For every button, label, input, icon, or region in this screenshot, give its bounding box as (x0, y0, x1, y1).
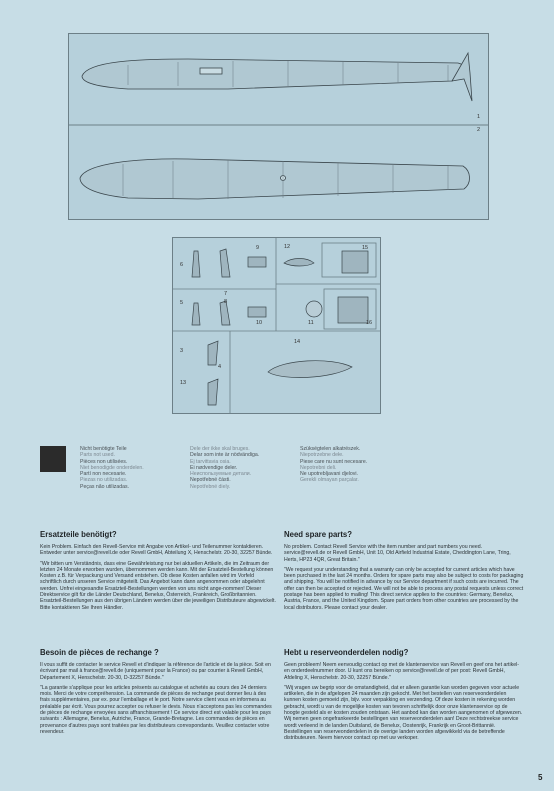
hull-half-part-2 (80, 159, 470, 199)
section-title: Hebt u reserveonderdelen nodig? (284, 648, 409, 657)
section-paragraph: Kein Problem. Einfach den Revell-Service mit Angabe von Artikel- und Teilenummer kontaktieren. Entweder unter service@revell.de oder Revell GmbH, Abteilung X, Henschelstr. 20-30, 32257 Bünde. (40, 544, 273, 557)
part-number-4: 4 (218, 364, 222, 370)
section-title: Need spare parts? (284, 530, 353, 539)
section-paragraph: No problem. Contact Revell Service with the item number and part numbers you need. service@revell.de or Revell GmbH, Unit 10, Old Airfield Industrial Estate, Cheddington Lane, Tring, Herts, HP23 4QR, Great Britain." (284, 544, 511, 563)
section-paragraph: Geen probleem! Neem eenvoudig contact op met de klantenservice van Revell en geef ons het artikel- en onderdeelnummer door. U kunt ons bereiken op service@revell.de of per post: Revell GmbH, Afdeling X, Henschelstr. 20-30, 32257 Bünde." (284, 662, 520, 681)
section-french (40, 648, 276, 739)
hull-half-part-1 (82, 53, 472, 101)
legend-column-1 (80, 446, 144, 490)
section-english (284, 530, 524, 615)
section-title: Ersatzteile benötigt? (40, 530, 117, 539)
legend-item: Nicht benötigte Teile (80, 446, 127, 452)
part-number-6: 6 (180, 262, 184, 268)
page-number: 5 (538, 773, 543, 782)
legend-column-2 (190, 446, 259, 490)
unused-parts-swatch (40, 446, 66, 472)
part-number-9: 9 (256, 245, 260, 251)
legend-item: Ej tarvittavia osia. (190, 458, 231, 465)
legend-item: Dele der ikke skal bruges. (190, 446, 250, 452)
legend-item: Szükségtelen alkatrészek. (300, 446, 361, 452)
legend-item: Partí non necesarie. (80, 471, 127, 478)
section-paragraph: "We request your understanding that a warranty can only be accepted for current articles which have been purchased in the last 24 months. Orders for spare parts may also be subject to costs for packaging and shipping. You will be notified in advance by our Service department if such costs are incurred. The offer can then be accepted or rejected. We will not be able to process any postal requests unless correct postage has been applied to mailing! This direct service applies to the countries: Germany, Benelux, Austria, France, and the United Kingdom. Spare part orders from other countries are processed by the local distributors. Please contact your dealer. (284, 566, 524, 611)
section-paragraph: Il vous suffit de contacter le service Revell et d'indiquer la référence de l'article et de la pièce. Soit en écrivant par mail à france@revell.de (uniquement pour la France) ou par courrier à Revell GmbH, Département X, Henschelstr. 20-30, D-32257 Bünde." (40, 662, 271, 681)
legend-item: Parts not used. (80, 452, 115, 459)
part-number-3: 3 (180, 348, 184, 354)
part-number-10: 10 (256, 320, 263, 326)
section-title: Besoin de pièces de rechange ? (40, 648, 159, 657)
part-number-16: 16 (366, 320, 373, 326)
section-paragraph: "La garantie s'applique pour les articles présents au catalogue et achetés au cours des 24 derniers mois. Merci de votre compréhension. La commande de pièces de rechange peut donner lieu à des frais supplémentaires, par ex. pour l'emballage et le port. Notre service client vous en informera au préalable par écrit. Vous pourrez accepter ou refuser le devis. Nous n'acceptons pas les commandes de pièces de rechange envoyées sans affranchissement ! Ce service direct est valable pour les pays suivants : Allemagne, Benelux, Autriche, France, Grande-Bretagne. Les commandes de pièces en provenance d'autres pays sont traitées par les distributeurs correspondants. Veuillez contacter votre revendeur. (40, 684, 272, 735)
legend-item: Nepotrebni deli. (300, 464, 337, 471)
part-number-15: 15 (362, 245, 369, 251)
legend-item: Gerekli olmayan parçalar. (300, 477, 359, 484)
part-number-5: 5 (180, 300, 184, 306)
legend-item: Piese care nu sunt necesare. (300, 458, 368, 465)
part-number-13: 13 (180, 380, 187, 386)
legend-column-3 (300, 446, 367, 484)
part-number-8: 8 (224, 299, 228, 305)
section-paragraph: "Wij vragen uw begrip voor de omstandigheid, dat er alleen garantie kan worden gegeven voor actuele artikelen, die in de afgelopen 24 maanden zijn gekocht. Met het bestellen van reserveonderdelen kunnen kosten gemoeid zijn, bijv. voor verpakking en verzending. Of deze kosten in rekening worden gebracht, wordt u van de mogelijke kosten van tevoren schriftelijk door onze klantenservice op de hoogte gesteld als er kosten zouden ontstaan. Het aanbod kan dan worden aangenomen of afgewezen. Wij nemen geen ongefrankeerde bestellingen van reserveonderdelen aan! Deze rechtstreekse service wordt verleend in de landen Duitsland, de Benelux, Oostenrijk, Frankrijk en Groot-Brittannië. Bestellingen van reserveonderdelen in de overige landen worden afgewikkeld via de betreffende distributeuren. Neem hiervoor contact op met uw verkoper. (284, 684, 523, 742)
legend-item: Nepotřebné části. (190, 477, 231, 484)
legend-item: Nepotřebné diely. (190, 483, 231, 490)
legend-item: Delar som inte är nödvändiga. (190, 452, 260, 459)
legend-item: Niepotrzebne dełe. (300, 452, 344, 459)
small-parts-drawing (172, 237, 381, 414)
part-number-1: 1 (477, 114, 481, 120)
section-paragraph: "Wir bitten um Verständnis, dass eine Gewährleistung nur bei aktuellen Artikeln, die im Zeitraum der letzten 24 Monate erworben wurden, übernommen werden kann. Mit der Ersatzteil-Bestellung können Kosten z.B. für Verpackung und Versand entstehen. Ob diese Kosten anfallen wird im Vorfeld schriftlich durch unseren Service mitgeteilt. Das Angebot kann dann angenommen oder abgelehnt werden. Unfrei eingesandte Ersatzteil-Bestellungen werden von uns nicht ange-nommen! Dieser Direktservice gilt für die Länder Deutschland, Benelux, Österreich, Frankreich, Großbritannien. Ersatzteil-Bestellungen aus den übrigen Ländern werden über die jeweiligen Distributeure abgewickelt. Bitte kontaktieren Sie Ihren Händler. (40, 560, 276, 611)
legend-item: Ne upotrebljavani djelovi. (300, 471, 358, 478)
part-number-2: 2 (477, 127, 481, 133)
legend-item: Pièces non utilisées. (80, 458, 128, 465)
part-number-12: 12 (284, 244, 291, 250)
hull-parts-drawing (68, 33, 489, 220)
part-number-14: 14 (294, 339, 301, 345)
section-german (40, 530, 276, 615)
part-number-11: 11 (308, 320, 314, 326)
legend-item: Niet benodigde onderdelen. (80, 464, 144, 471)
section-dutch (284, 648, 524, 746)
part-number-7: 7 (224, 291, 228, 297)
legend-item: Peças não utilizadas. (80, 483, 130, 490)
legend-item: Ei nødvendige deler. (190, 464, 238, 471)
legend-item: Неиспользуемые детали. (190, 471, 252, 478)
legend-item: Piezas no utilizadas. (80, 477, 128, 484)
